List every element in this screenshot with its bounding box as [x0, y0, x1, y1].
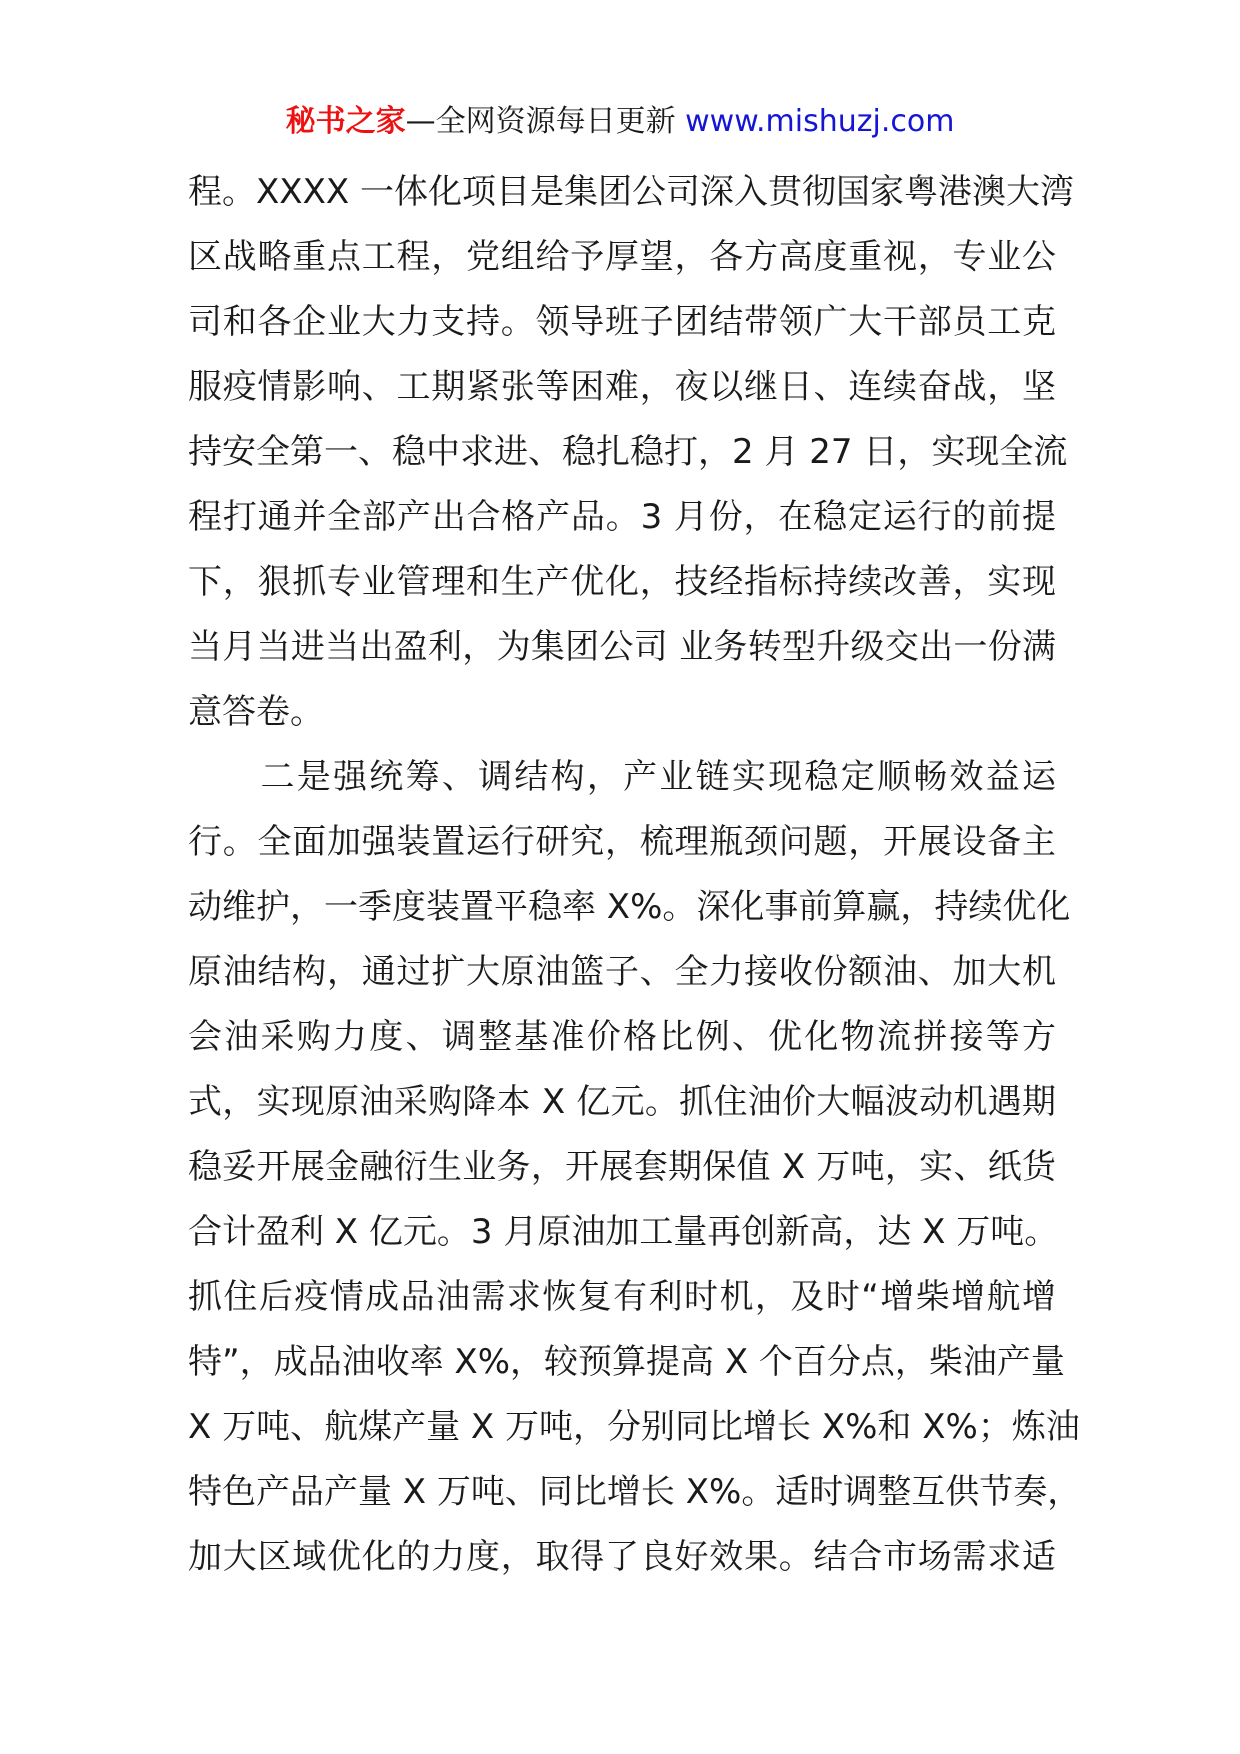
text-line: 原油结构，通过扩大原油篮子、全力接收份额油、加大机	[188, 952, 1056, 992]
text-line: 会油采购力度、调整基准价格比例、优化物流拼接等方	[188, 1017, 1056, 1057]
text-line: 行。全面加强装置运行研究，梳理瓶颈问题，开展设备主	[188, 822, 1056, 862]
text-line: 区战略重点工程，党组给予厚望，各方高度重视，专业公	[188, 237, 1056, 277]
brand-name: 秘书之家	[285, 104, 406, 139]
text-line: 二是强统筹、调结构，产业链实现稳定顺畅效益运	[188, 757, 1056, 797]
text-line: 特色产品产量 X 万吨、同比增长 X%。适时调整互供节奏，	[188, 1472, 1082, 1512]
text-line: 加大区域优化的力度，取得了良好效果。结合市场需求适	[188, 1537, 1056, 1577]
text-line: 持安全第一、稳中求进、稳扎稳打，2 月 27 日，实现全流	[188, 432, 1068, 472]
text-line: 动维护，一季度装置平稳率 X%。深化事前算赢，持续优化	[188, 887, 1071, 927]
header-tagline: —全网资源每日更新	[405, 104, 686, 139]
text-line: 下，狠抓专业管理和生产优化，技经指标持续改善，实现	[188, 562, 1056, 602]
text-line: 程打通并全部产出合格产品。3 月份，在稳定运行的前提	[188, 497, 1056, 537]
page-header	[0, 100, 1240, 144]
text-line: X 万吨、航煤产量 X 万吨，分别同比增长 X%和 X%；炼油	[188, 1407, 1080, 1447]
paragraph-2	[188, 745, 1082, 1590]
header-url-link[interactable]: www.mishuzj.com	[685, 104, 955, 139]
text-line: 特”，成品油收率 X%，较预算提高 X 个百分点，柴油产量	[188, 1342, 1065, 1382]
text-line: 合计盈利 X 亿元。3 月原油加工量再创新高，达 X 万吨。	[188, 1212, 1059, 1252]
text-line: 稳妥开展金融衍生业务，开展套期保值 X 万吨，实、纸货	[188, 1147, 1056, 1187]
text-line: 服疫情影响、工期紧张等困难，夜以继日、连续奋战，坚	[188, 367, 1056, 407]
document-body	[188, 160, 1082, 1590]
text-line: 当月当进当出盈利，为集团公司 业务转型升级交出一份满	[188, 627, 1056, 667]
text-line: 式，实现原油采购降本 X 亿元。抓住油价大幅波动机遇期	[188, 1082, 1056, 1122]
text-line: 抓住后疫情成品油需求恢复有利时机，及时“增柴增航增	[188, 1277, 1056, 1317]
text-line: 司和各企业大力支持。领导班子团结带领广大干部员工克	[188, 302, 1056, 342]
text-line: 程。XXXX 一体化项目是集团公司深入贯彻国家粤港澳大湾	[188, 172, 1074, 212]
paragraph-1	[188, 160, 1074, 745]
text-line: 意答卷。	[188, 692, 324, 732]
